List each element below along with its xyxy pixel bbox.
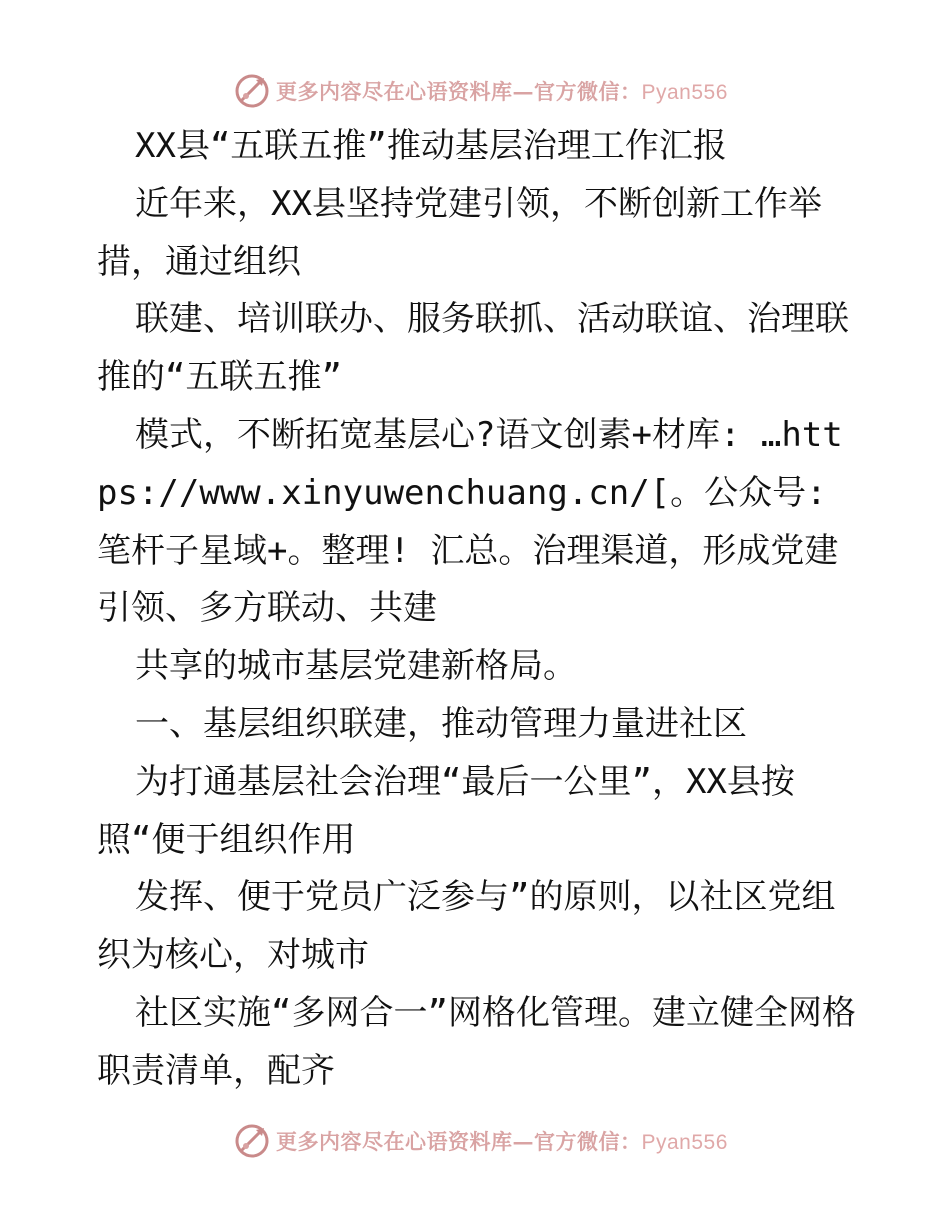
watermark-text: 更多内容尽在心语资料库—官方微信：Pyan556 — [276, 1129, 728, 1154]
wechat-id: Pyan556 — [641, 81, 728, 104]
document-title: XX县“五联五推”推动基层治理工作汇报 — [135, 126, 727, 166]
document-body — [97, 118, 857, 1101]
paragraph-5: 为打通基层社会治理“最后一公里”，XX县按照“便于组织作用 — [97, 761, 795, 860]
watermark-text: 更多内容尽在心语资料库—官方微信：Pyan556 — [276, 79, 728, 104]
paragraph-7: 社区实施“多网合一”网格化管理。建立健全网格职责清单，配齐 — [97, 992, 856, 1091]
paragraph-3: 模式，不断拓宽基层心?语文创素+材库: …https://www.xinyuwenchuang.cn/[。公众号: 笔杆子星域+。整理! 汇总。治理渠道，形成党建引领、多方联动、共建 — [97, 414, 843, 629]
paragraph-6: 发挥、便于党员广泛参与”的原则，以社区党组织为核心，对城市 — [97, 877, 836, 976]
paragraph-1: 近年来，XX县坚持党建引领，不断创新工作举措，通过组织 — [97, 183, 822, 282]
brand-logo-icon — [234, 1123, 270, 1159]
section-heading-1: 一、基层组织联建，推动管理力量进社区 — [135, 703, 747, 744]
brand-logo-icon — [234, 73, 270, 109]
watermark-banner-bottom — [234, 1121, 728, 1161]
paragraph-2: 联建、培训联办、服务联抓、活动联谊、治理联推的“五联五推” — [97, 299, 849, 398]
watermark-banner-top — [234, 71, 728, 111]
wechat-id: Pyan556 — [641, 1131, 728, 1154]
paragraph-4: 共享的城市基层党建新格局。 — [135, 646, 577, 687]
